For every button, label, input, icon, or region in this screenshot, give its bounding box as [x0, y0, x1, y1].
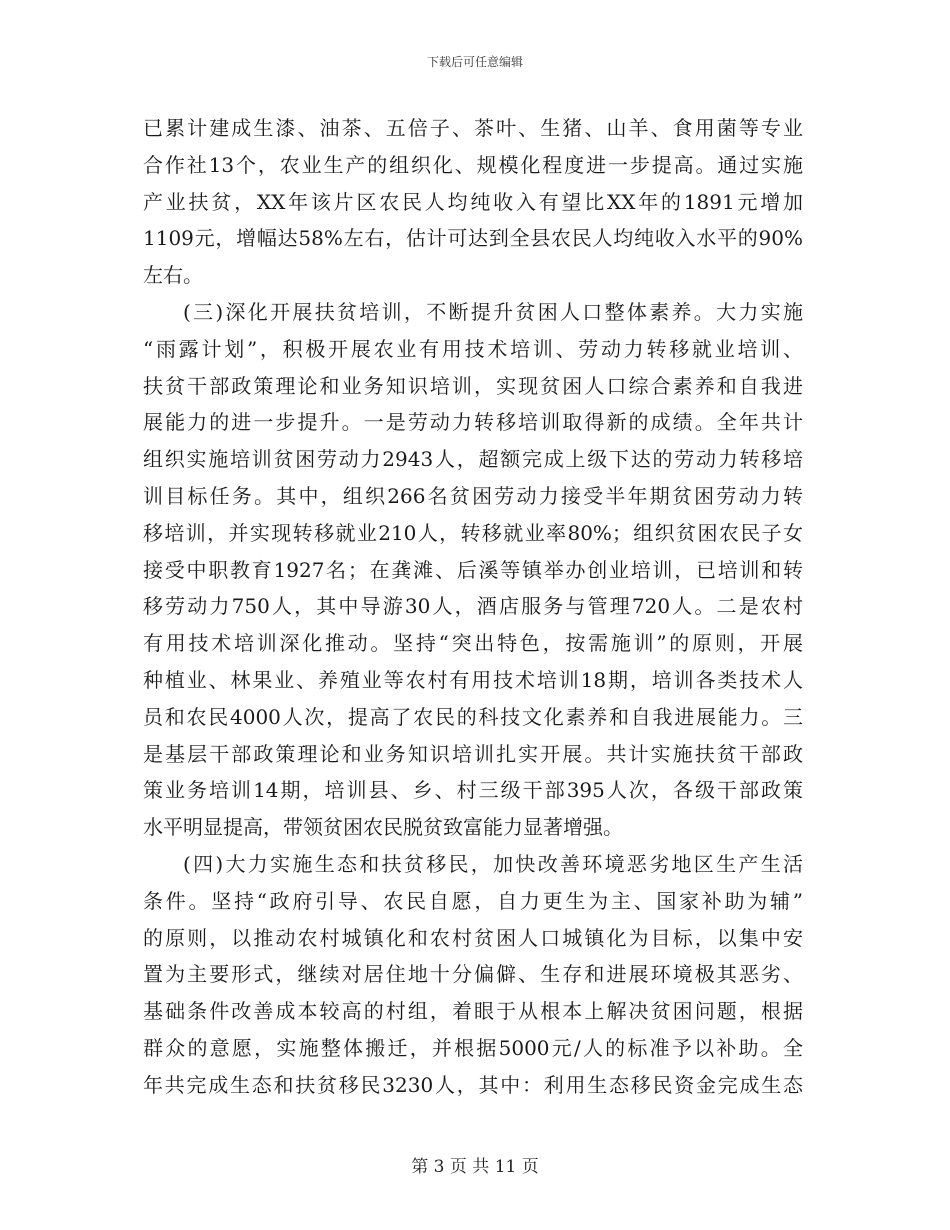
- text-line: 种植业、林果业、养殖业等农村有用技术培训18期，培训各类技术人: [143, 667, 803, 692]
- text-line: 年共完成生态和扶贫移民3230人，其中：利用生态移民资金完成生态: [143, 1072, 803, 1097]
- text-line: 置为主要形式，继续对居住地十分偏僻、生存和进展环境极其恶劣、: [143, 962, 803, 987]
- paragraph-start-line: (三)深化开展扶贫培训，不断提升贫困人口整体素养。大力实施: [183, 299, 803, 324]
- text-line: 水平明显提高，带领贫困农民脱贫致富能力显著增强。: [143, 815, 623, 840]
- text-line: 训目标任务。其中，组织266名贫困劳动力接受半年期贫困劳动力转: [143, 483, 803, 508]
- page-header: 下载后可任意编辑: [426, 55, 523, 69]
- text-line: 条件。坚持“政府引导、农民自愿，自力更生为主、国家补助为辅”: [143, 888, 803, 913]
- text-line: 移劳动力750人，其中导游30人，酒店服务与管理720人。二是农村: [143, 594, 803, 619]
- text-line: 基础条件改善成本较高的村组，着眼于从根本上解决贫困问题，根据: [143, 999, 803, 1024]
- text-line: 群众的意愿，实施整体搬迁，并根据5000元/人的标准予以补助。全: [143, 1035, 803, 1060]
- document-body: [143, 110, 803, 1104]
- text-line: 策业务培训14期，培训县、乡、村三级干部395人次，各级干部政策: [143, 778, 803, 803]
- text-line: 扶贫干部政策理论和业务知识培训，实现贫困人口综合素养和自我进: [143, 373, 803, 398]
- text-line: 有用技术培训深化推动。坚持“突出特色，按需施训”的原则，开展: [143, 631, 803, 656]
- text-line: 是基层干部政策理论和业务知识培训扎实开展。共计实施扶贫干部政: [143, 741, 803, 766]
- text-line: 接受中职教育1927名；在龚滩、后溪等镇举办创业培训，已培训和转: [143, 557, 803, 582]
- text-line: “雨露计划”，积极开展农业有用技术培训、劳动力转移就业培训、: [143, 336, 803, 361]
- text-line: 产业扶贫，XX年该片区农民人均纯收入有望比XX年的1891元增加: [143, 189, 803, 214]
- paragraph-start-line: (四)大力实施生态和扶贫移民，加快改善环境恶劣地区生产生活: [183, 851, 803, 876]
- text-line: 员和农民4000人次，提高了农民的科技文化素养和自我进展能力。三: [143, 704, 803, 729]
- text-line: 展能力的进一步提升。一是劳动力转移培训取得新的成绩。全年共计: [143, 410, 803, 435]
- text-line: 组织实施培训贫困劳动力2943人，超额完成上级下达的劳动力转移培: [143, 447, 803, 472]
- text-line: 已累计建成生漆、油茶、五倍子、茶叶、生猪、山羊、食用菌等专业: [143, 116, 803, 140]
- text-line: 1109元，增幅达58%左右，估计可达到全县农民人均纯收入水平的90%: [143, 226, 803, 251]
- text-line: 移培训，并实现转移就业210人，转移就业率80%；组织贫困农民子女: [143, 520, 803, 545]
- text-line: 合作社13个，农业生产的组织化、规模化程度进一步提高。通过实施: [143, 152, 803, 177]
- text-line: 左右。: [143, 263, 203, 288]
- text-line: 的原则，以推动农村城镇化和农村贫困人口城镇化为目标，以集中安: [143, 925, 803, 950]
- page-footer: 第 3 页 共 11 页: [411, 1157, 539, 1177]
